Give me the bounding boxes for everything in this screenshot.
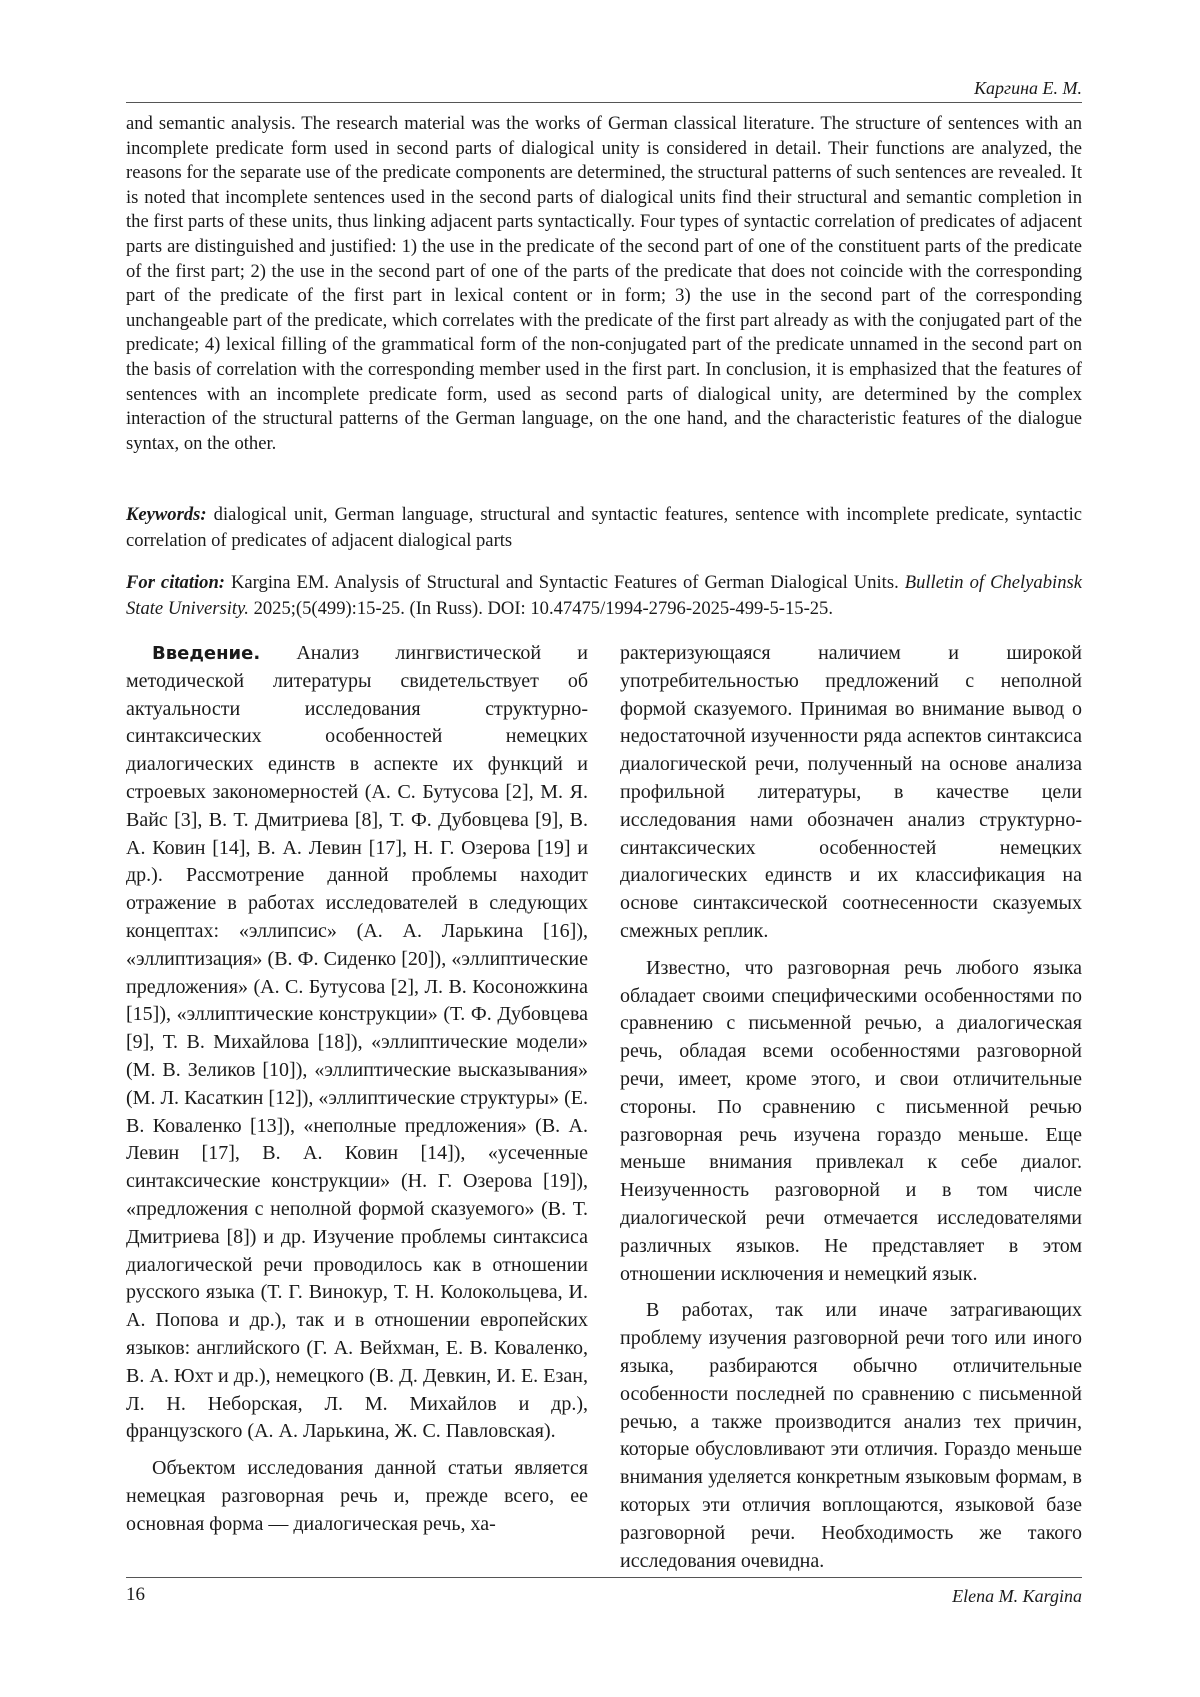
body-column-left xyxy=(126,640,588,1548)
citation xyxy=(126,570,1082,622)
body-paragraph: Известно, что разговорная речь любого языка обладает своими специфическими особенностями по сравнению с письменной речью, а диалогическая речь, обладая всеми особенностями разговорной речи, имеет, кроме этого, и свои отличительные стороны. По сравнению с письменной речью разговорная речь изучена гораздо меньше. Еще меньше внимания привлекал к себе диалог. Неизученность разговорной и в том числе диалогической речи отмечается исследователями различных языков. Не представляет в этом отношении исключения и немецкий язык. xyxy=(620,956,1082,1285)
body-paragraph xyxy=(126,640,588,1446)
citation-journal: Bulletin of Chelyabinsk State University. xyxy=(126,572,1082,619)
citation-details: 2025;(5(499):15-25. (In Russ). DOI: 10.47475/1994-2796-2025-499-5-15-25. xyxy=(253,598,834,619)
intro-heading: Введение. xyxy=(152,643,261,664)
citation-text: Kargina EM. Analysis of Structural and Syntactic Features of German Dialogical Units. xyxy=(230,572,899,593)
keywords-text: dialogical unit, German language, structural and syntactic features, sentence with incomplete predicate, syntactic correlation of predicates of adjacent dialogical parts xyxy=(126,504,1082,551)
body-paragraph: рактеризующаяся наличием и широкой употребительностью предложений с неполной формой сказуемого. Принимая во внимание вывод о недостаточной изученности ряда аспектов синтаксиса диалогической речи, полученный на основе анализа профильной литературы, в качестве цели исследования нами обозначен анализ структурно-синтаксических особенностей немецких диалогических единств и их классификация на основе синтаксической соотнесенности сказуемых смежных реплик. xyxy=(620,642,1082,942)
keywords xyxy=(126,502,1082,554)
header-rule xyxy=(126,102,1082,103)
abstract-text: and semantic analysis. The research material was the works of German classical literature. The structure of sentences with an incomplete predicate form used in second parts of dialogical unity is considered in detail. Their functions are analyzed, the reasons for the separate use of the predicate components are determined, the structural patterns of such sentences are revealed. It is noted that incomplete sentences used in the second parts of dialogical units find their structural and semantic completion in the first parts of these units, thus linking adjacent parts syntactically. Four types of syntactic correlation of predicates of adjacent parts are distinguished and justified: 1) the use in the predicate of the second part of one of the constituent parts of the predicate of the first part; 2) the use in the second part of one of the parts of the predicate that does not coincide with the corresponding part of the predicate of the first part in lexical content or in form; 3) the use in the second part of the corresponding unchangeable part of the predicate, which correlates with the predicate of the first part already as with the conjugated part of the predicate; 4) lexical filling of the grammatical form of the non-conjugated part of the predicate unnamed in the second part on the basis of correlation with the corresponding member used in the first part. In conclusion, it is emphasized that the features of sentences with an incomplete predicate form, used as second parts of dialogical unity, are determined by the complex interaction of the structural patterns of the German language, on the one hand, and the characteristic features of the dialogue syntax, on the other. xyxy=(126,113,1082,454)
body-paragraph: В работах, так или иначе затрагивающих проблему изучения разговорной речи того или иного языка, разбираются обычно отличительные особенности последней по сравнению с письменной речью, а также производится анализ тех причин, которые обусловливают эти отличия. Гораздо меньше внимания уделяется конкретным языковым формам, в которых эти отличия воплощаются, языковой базе разговорной речи. Необходимость же такого исследования очевидна. xyxy=(620,1299,1082,1572)
running-head: Каргина Е. М. xyxy=(974,78,1082,98)
body-text: Анализ лингвистической и методической литературы свидетельствует об актуальности исследования структурно-синтаксических особенностей немецких диалогических единств в аспекте их функций и строевых закономерностей (А. С. Бутусова [2], М. Я. Вайс [3], В. Т. Дмитриева [8], Т. Ф. Дубовцева [9], В. А. Ковин [14], В. А. Левин [17], Н. Г. Озерова [19] и др.). Рассмотрение данной проблемы находит отражение в работах исследователей в следующих концептах: «эллипсис» (А. А. Ларькина [16]), «эллиптизация» (В. Ф. Сиденко [20]), «эллиптические предложения» (А. С. Бутусова [2], Л. В. Косоножкина [15]), «эллиптические конструкции» (Т. Ф. Дубовцева [9], Т. В. Михайлова [18]), «эллиптические модели» (М. В. Зеликов [10]), «эллиптические высказывания» (М. Л. Касаткин [12]), «эллиптические структуры» (Е. В. Коваленко [13]), «неполные предложения» (В. А. Левин [17], В. А. Ковин [14]), «усеченные синтаксические конструкции» (Н. Г. Озерова [19]), «предложения с неполной формой сказуемого» (В. Т. Дмитриева [8]) и др. Изучение проблемы синтаксиса диалогической речи проводилось как в отношении русского языка (Т. Г. Винокур, Т. Н. Колокольцева, И. А. Попова и др.), так и в отношении европейских языков: английского (Г. А. Вейхман, Е. В. Коваленко, В. А. Юхт и др.), немецкого (В. Д. Девкин, И. Е. Езан, Л. Н. Неборская, Л. М. Михайлов и др.), французского (А. А. Ларькина, Ж. С. Павловская). xyxy=(126,642,588,1443)
page-number: 16 xyxy=(126,1584,145,1605)
body-column-right xyxy=(620,640,1082,1584)
keywords-label: Keywords: xyxy=(126,504,207,525)
body-paragraph: Объектом исследования данной статьи является немецкая разговорная речь и, прежде всего, ее основная форма — диалогическая речь, ха- xyxy=(126,1457,588,1535)
running-foot: Elena M. Kargina xyxy=(952,1586,1082,1606)
citation-label: For citation: xyxy=(126,572,225,593)
footer-rule xyxy=(126,1577,1082,1578)
